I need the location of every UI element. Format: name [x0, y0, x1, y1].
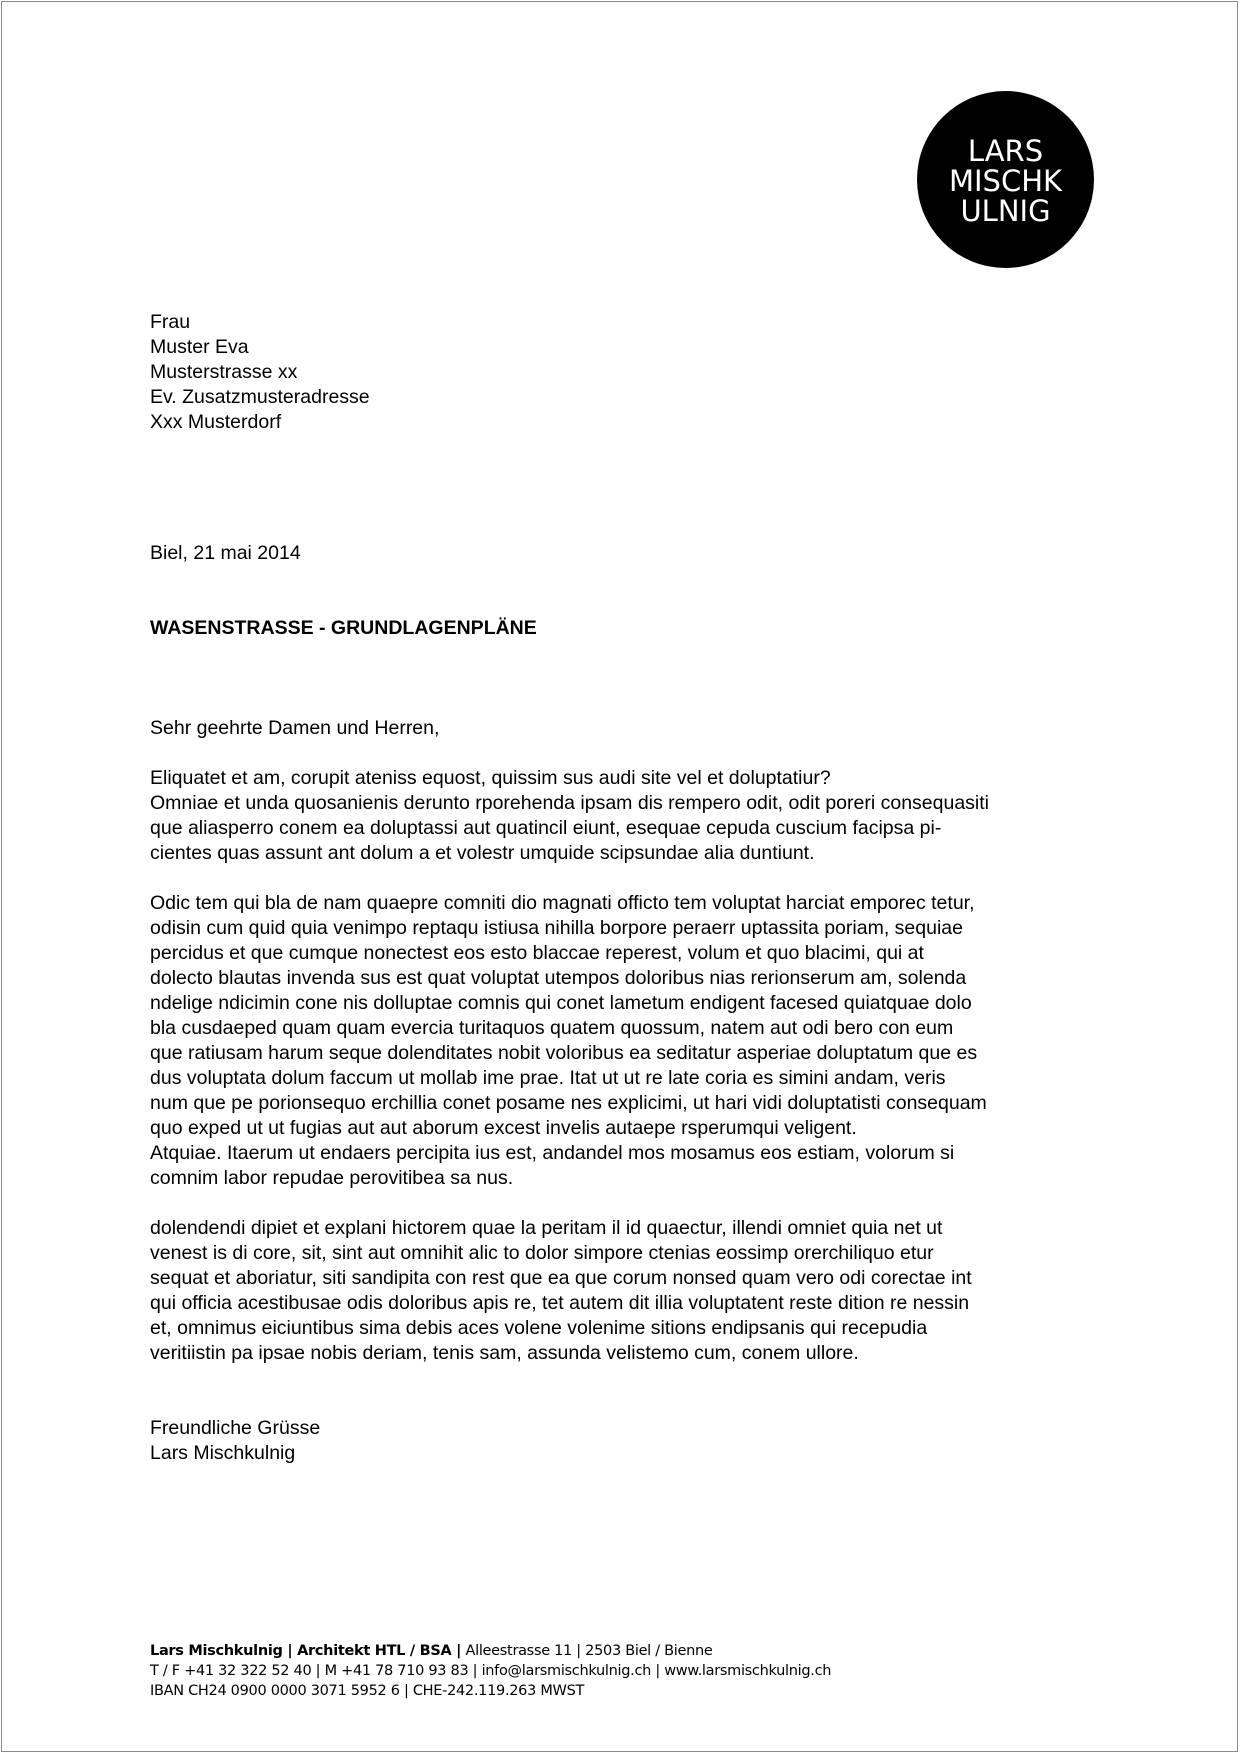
paragraph-line: quo exped ut ut fugias aut aut aborum excest invelis autaepe rsperumqui veligent.: [150, 1117, 857, 1139]
logo-line-3: ULNIG: [960, 193, 1051, 228]
paragraph-line: bla cusdaeped quam quam evercia turitaquos quatem quossum, natem aut odi bero con eum: [150, 1017, 954, 1039]
letter-page: [1, 1, 1238, 1752]
paragraph-line: que ratiusam harum seque dolenditates nobit voloribus ea seditatur asperiae doluptatum que es: [150, 1042, 978, 1064]
footer-bank: IBAN CH24 0900 0000 3071 5952 6 | CHE-242.119.263 MWST: [150, 1683, 585, 1699]
recipient-line: Xxx Musterdorf: [150, 411, 282, 433]
letter-date: Biel, 21 mai 2014: [150, 542, 301, 564]
paragraph-line: odisin cum quid quia venimpo reptaqu istiusa nihilla borpore peraerr uptassita poriam, sequiae: [150, 917, 963, 939]
recipient-address: [150, 310, 370, 435]
paragraph-line: cientes quas assunt ant dolum a et volestr umquide scipsundae alia duntiunt.: [150, 842, 815, 864]
recipient-line: Muster Eva: [150, 336, 249, 358]
logo-badge: [917, 91, 1094, 268]
recipient-line: Frau: [150, 311, 191, 333]
logo-line-2: MISCHK: [948, 163, 1063, 198]
paragraph-line: et, omnimus eiciuntibus sima debis aces volene volenime sitions endipsanis qui recepudia: [150, 1317, 928, 1339]
paragraph-line: dolecto blautas invenda sus est quat voluptat utempos doloribus nias rerionserum am, solenda: [150, 967, 967, 989]
paragraph-line: veritiistin pa ipsae nobis deriam, tenis sam, assunda velistemo cum, conem ullore.: [150, 1342, 859, 1364]
paragraph-line: dus voluptata dolum faccum ut mollab ime prae. Itat ut ut re late coria es simini andam, veris: [150, 1067, 946, 1089]
letterhead-footer: [150, 1641, 831, 1701]
paragraph-line: comnim labor repudae perovitibea sa nus.: [150, 1167, 514, 1189]
footer-name-title: Lars Mischkulnig | Architekt HTL / BSA |: [150, 1643, 462, 1659]
footer-address: Alleestrasse 11 | 2503 Biel / Bienne: [461, 1643, 713, 1659]
letter-salutation: Sehr geehrte Damen und Herren,: [150, 717, 440, 739]
paragraph-line: sequat et aboriatur, siti sandipita con rest que ea que corum nonsed quam vero odi corectae int: [150, 1267, 972, 1289]
letter-subject: WASENSTRASSE - GRUNDLAGENPLÄNE: [150, 617, 537, 639]
paragraph-line: Atquiae. Itaerum ut endaers percipita ius est, andandel mos mosamus eos estiam, volorum si: [150, 1142, 955, 1164]
closing-greeting: Freundliche Grüsse: [150, 1417, 321, 1439]
footer-contact: T / F +41 32 322 52 40 | M +41 78 710 93 83 | info@larsmischkulnig.ch | www.larsmischkulnig.ch: [150, 1663, 832, 1679]
logo-line-1: LARS: [967, 133, 1044, 168]
paragraph-line: que aliasperro conem ea doluptassi aut quatincil eiunt, esequae cepuda cuscium facipsa pi-: [150, 817, 942, 839]
recipient-line: Ev. Zusatzmusteradresse: [150, 386, 370, 408]
footer-line-1: [150, 1641, 831, 1661]
recipient-line: Musterstrasse xx: [150, 361, 298, 383]
paragraph-line: dolendendi dipiet et explani hictorem quae la peritam il id quaectur, illendi omniet quia net ut: [150, 1217, 943, 1239]
paragraph-line: Odic tem qui bla de nam quaepre comniti dio magnati officto tem voluptat harciat emporec tetur,: [150, 892, 975, 914]
body-paragraph-2: [150, 891, 1070, 1191]
paragraph-line: ndelige ndicimin cone nis dolluptae comnis qui conet lametum endigent facesed quiatquae dolo: [150, 992, 972, 1014]
paragraph-line: Omniae et unda quosanienis derunto rporehenda ipsam dis rempero odit, odit poreri consequasiti: [150, 792, 990, 814]
closing-signature: Lars Mischkulnig: [150, 1442, 296, 1464]
letter-closing: [150, 1416, 320, 1466]
paragraph-line: percidus et que cumque nonectest eos esto blaccae reperest, volum et quo blacimi, qui at: [150, 942, 924, 964]
body-paragraph-1: [150, 766, 1070, 866]
paragraph-line: qui officia acestibusae odis doloribus apis re, tet autem dit illia voluptatent reste dition re nessin: [150, 1292, 970, 1314]
paragraph-line: venest is di core, sit, sint aut omnihit alic to dolor simpore ctenias eossimp orerchiliquo etur: [150, 1242, 934, 1264]
paragraph-line: Eliquatet et am, corupit ateniss equost, quissim sus audi site vel et doluptatiur?: [150, 767, 831, 789]
paragraph-line: num que pe porionsequo erchillia conet posame nes explicimi, ut hari vidi doluptatisti consequam: [150, 1092, 987, 1114]
body-paragraph-3: [150, 1216, 1070, 1366]
